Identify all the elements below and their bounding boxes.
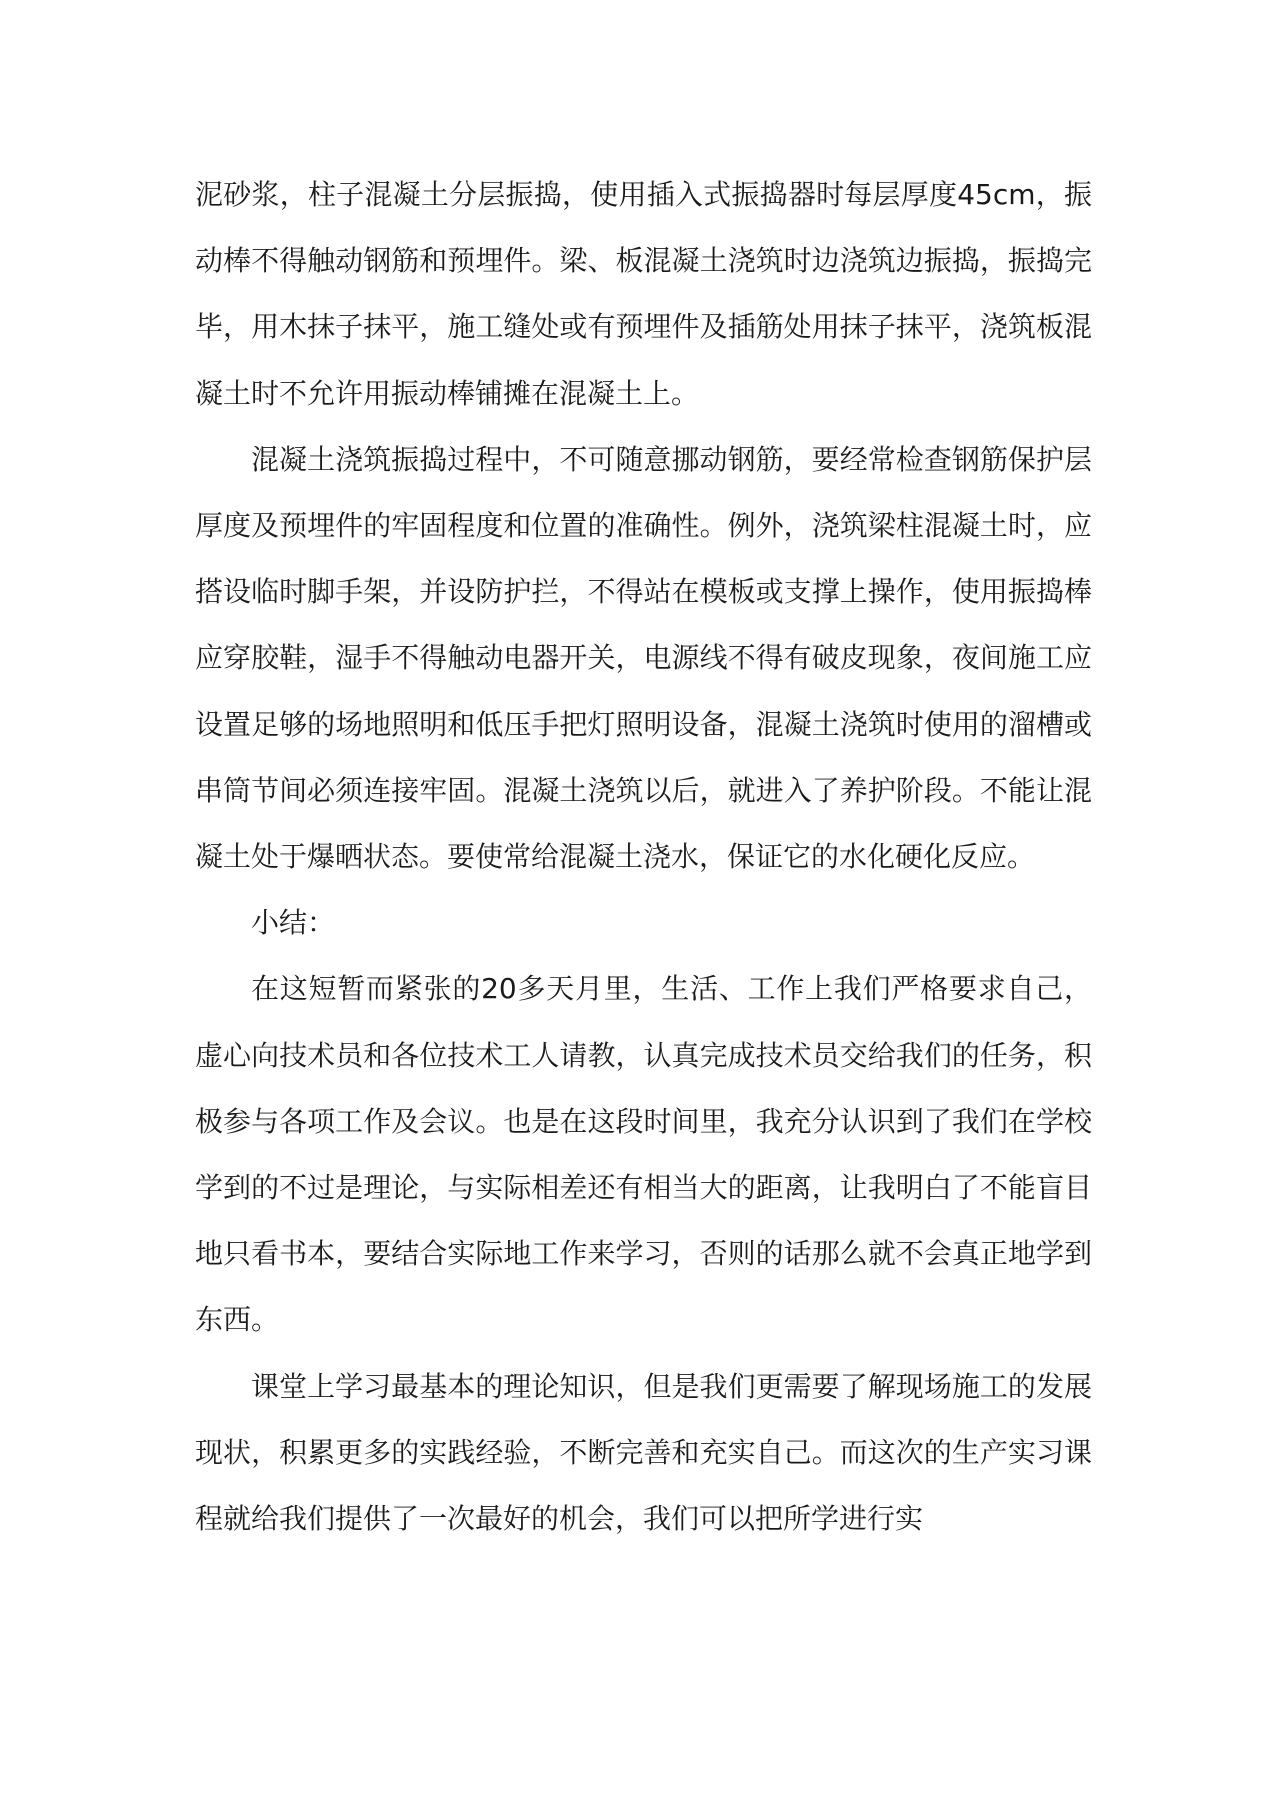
paragraph-safety-and-curing: 混凝土浇筑振捣过程中，不可随意挪动钢筋，要经常检查钢筋保护层厚度及预埋件的牢固程度和位置的准确性。例外，浇筑梁柱混凝土时，应搭设临时脚手架，并设防护拦，不得站在模板或支撑上操作，使用振捣棒应穿胶鞋，湿手不得触动电器开关，电源线不得有破皮现象，夜间施工应设置足够的场地照明和低压手把灯照明设备，混凝土浇筑时使用的溜槽或串筒节间必须连接牢固。混凝土浇筑以后，就进入了养护阶段。不能让混凝土处于爆晒状态。要使常给混凝土浇水，保证它的水化硬化反应。 — [195, 442, 1092, 874]
paragraph-summary-heading: 小结： — [251, 906, 336, 940]
paragraph-concrete-vibration: 泥砂浆，柱子混凝土分层振捣，使用插入式振捣器时每层厚度45cm，振动棒不得触动钢筋和预埋件。梁、板混凝土浇筑时边浇筑边振捣，振捣完毕，用木抹子抹平，施工缝处或有预埋件及插筋处用抹子抹平，浇筑板混凝土时不允许用振动棒铺摊在混凝土上。 — [195, 178, 1092, 410]
paragraph-practice-experience: 课堂上学习最基本的理论知识，但是我们更需要了解现场施工的发展现状，积累更多的实践经验，不断完善和充实自己。而这次的生产实习课程就给我们提供了一次最好的机会，我们可以把所学进行实 — [195, 1369, 1092, 1536]
paragraph-internship-reflection: 在这短暂而紧张的20多天月里，生活、工作上我们严格要求自己，虚心向技术员和各位技术工人请教，认真完成技术员交给我们的任务，积极参与各项工作及会议。也是在这段时间里，我充分认识到了我们在学校学到的不过是理论，与实际相差还有相当大的距离，让我明白了不能盲目地只看书本，要结合实际地工作来学习，否则的话那么就不会真正地学到东西。 — [195, 972, 1092, 1337]
document-page — [195, 162, 1092, 1552]
